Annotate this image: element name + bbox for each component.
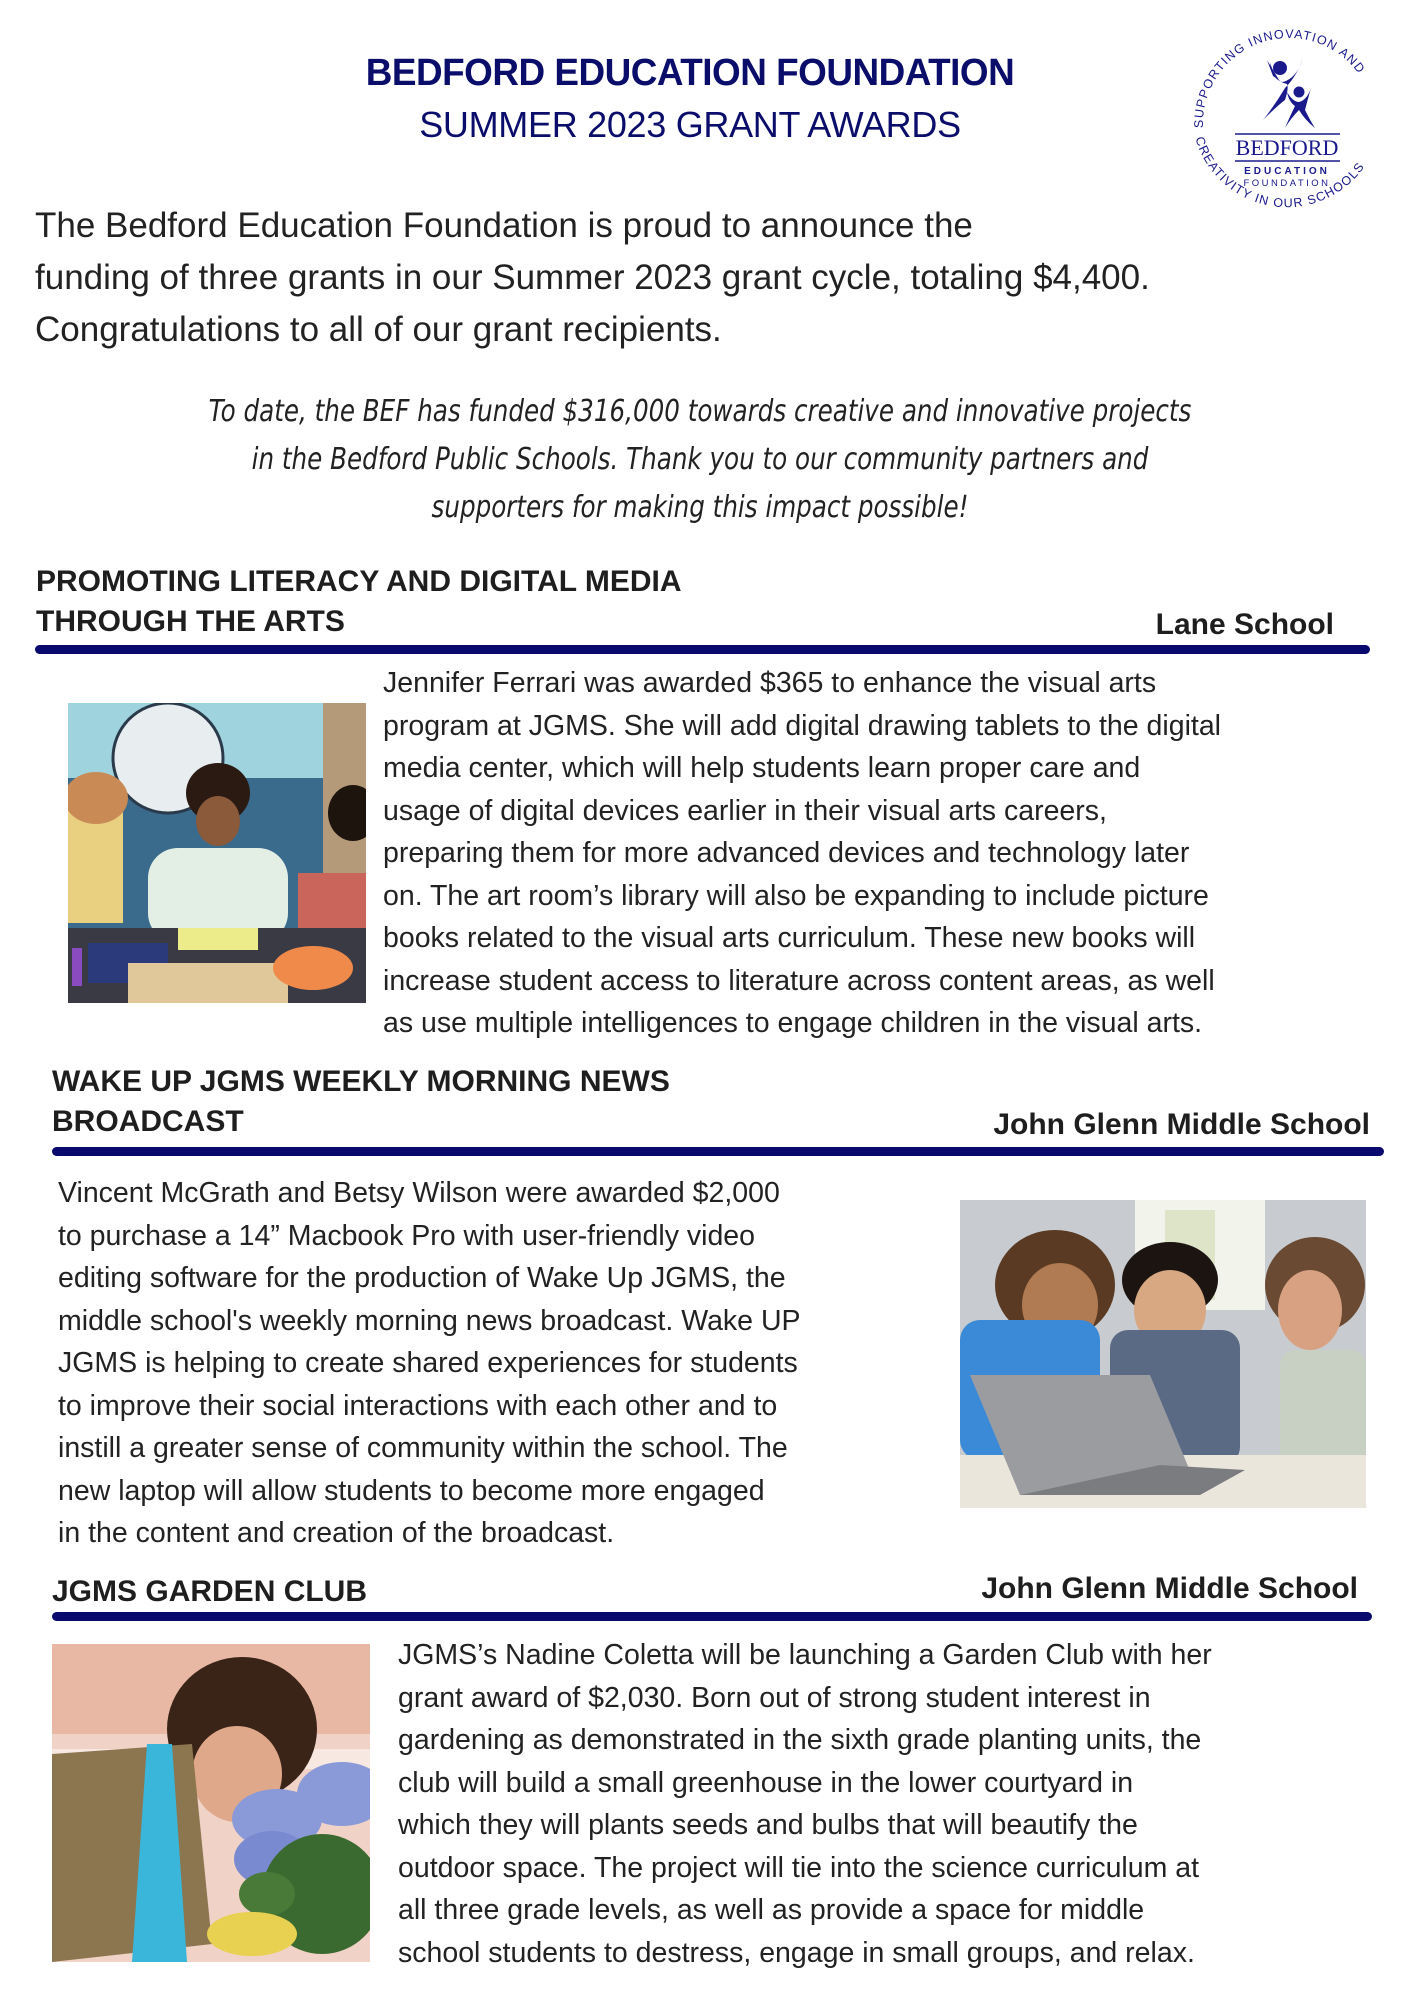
description-line: on. The art room’s library will also be expanding to include picture xyxy=(383,879,1209,912)
grant-title-line: WAKE UP JGMS WEEKLY MORNING NEWS xyxy=(52,1065,670,1098)
description-line: JGMS is helping to create shared experiences for students xyxy=(58,1347,798,1379)
grant-title-line: BROADCAST xyxy=(52,1105,244,1138)
logo-foundation: FOUNDATION xyxy=(1243,178,1331,189)
description-line: program at JGMS. She will add digital drawing tablets to the digital xyxy=(383,709,1222,742)
grant-title xyxy=(52,1062,670,1142)
description-line: to purchase a 14” Macbook Pro with user-friendly video xyxy=(58,1219,756,1252)
intro-line: Congratulations to all of our grant recipients. xyxy=(35,310,722,349)
intro-line: The Bedford Education Foundation is proud to announce the xyxy=(35,206,973,245)
quote-line: supporters for making this impact possible! xyxy=(431,490,969,525)
description-line: outdoor space. The project will tie into the science curriculum at xyxy=(398,1851,1200,1884)
grant-school: John Glenn Middle School xyxy=(993,1108,1370,1141)
boy-with-hydrangeas-photo xyxy=(52,1644,370,1962)
description-line: Jennifer Ferrari was awarded $365 to enhance the visual arts xyxy=(383,667,1157,699)
section-divider xyxy=(35,645,1370,654)
description-line: all three grade levels, as well as provide a space for middle xyxy=(398,1894,1145,1926)
description-line: books related to the visual arts curriculum. These new books will xyxy=(383,922,1196,954)
description-line: middle school's weekly morning news broadcast. Wake UP xyxy=(58,1304,801,1337)
grant-description xyxy=(398,1634,1212,1974)
grant-school: John Glenn Middle School xyxy=(981,1572,1358,1605)
description-line: new laptop will allow students to become more engaged xyxy=(58,1474,765,1507)
logo-arc-bottom-text: CREATIVITY IN OUR SCHOOLS xyxy=(1192,134,1368,211)
section-divider xyxy=(52,1147,1384,1156)
description-line: grant award of $2,030. Born out of strong student interest in xyxy=(398,1681,1151,1714)
quote-line: To date, the BEF has funded $316,000 towards creative and innovative projects xyxy=(208,394,1192,429)
grant-title-line: JGMS GARDEN CLUB xyxy=(52,1575,368,1608)
description-line: as use multiple intelligences to engage children in the visual arts. xyxy=(383,1007,1203,1039)
grant-description xyxy=(383,662,1221,1045)
logo-arc-top-text: SUPPORTING INNOVATION AND xyxy=(1191,26,1369,129)
students-at-laptop-photo xyxy=(960,1200,1366,1508)
description-line: school students to destress, engage in small groups, and relax. xyxy=(398,1936,1195,1969)
page-subtitle: SUMMER 2023 GRANT AWARDS xyxy=(419,104,961,145)
description-line: preparing them for more advanced devices and technology later xyxy=(383,837,1190,869)
description-line: club will build a small greenhouse in the lower courtyard in xyxy=(398,1766,1134,1799)
grant-description xyxy=(58,1172,801,1555)
description-line: usage of digital devices earlier in their visual arts careers, xyxy=(383,794,1107,827)
description-line: JGMS’s Nadine Coletta will be launching a Garden Club with her xyxy=(398,1639,1212,1671)
grant-title xyxy=(36,562,682,642)
grant-school: Lane School xyxy=(1155,608,1334,641)
figures-icon xyxy=(1263,58,1315,128)
students-doing-crafts-photo xyxy=(68,703,366,1003)
description-line: editing software for the production of Wake Up JGMS, the xyxy=(58,1262,786,1294)
page-title: BEDFORD EDUCATION FOUNDATION xyxy=(365,52,1015,94)
description-line: increase student access to literature across content areas, as well xyxy=(383,964,1215,997)
description-line: instill a greater sense of community within the school. The xyxy=(58,1432,788,1464)
description-line: in the content and creation of the broadcast. xyxy=(58,1517,615,1549)
description-line: to improve their social interactions with each other and to xyxy=(58,1389,778,1422)
grant-title xyxy=(52,1572,367,1612)
impact-quote xyxy=(208,388,1192,532)
grant-title-line: THROUGH THE ARTS xyxy=(36,605,345,638)
description-line: gardening as demonstrated in the sixth grade planting units, the xyxy=(398,1724,1202,1756)
section-divider xyxy=(52,1612,1372,1621)
description-line: which they will plants seeds and bulbs that will beautify the xyxy=(398,1809,1138,1841)
logo-name: BEDFORD xyxy=(1235,135,1339,160)
logo-education: EDUCATION xyxy=(1244,166,1330,177)
intro-line: funding of three grants in our Summer 2023 grant cycle, totaling $4,400. xyxy=(35,258,1150,297)
grant-title-line: PROMOTING LITERACY AND DIGITAL MEDIA xyxy=(36,565,682,598)
intro-paragraph xyxy=(35,200,1405,356)
description-line: media center, which will help students learn proper care and xyxy=(383,752,1141,784)
quote-line: in the Bedford Public Schools. Thank you to our community partners and xyxy=(251,442,1149,477)
description-line: Vincent McGrath and Betsy Wilson were awarded $2,000 xyxy=(58,1177,780,1209)
